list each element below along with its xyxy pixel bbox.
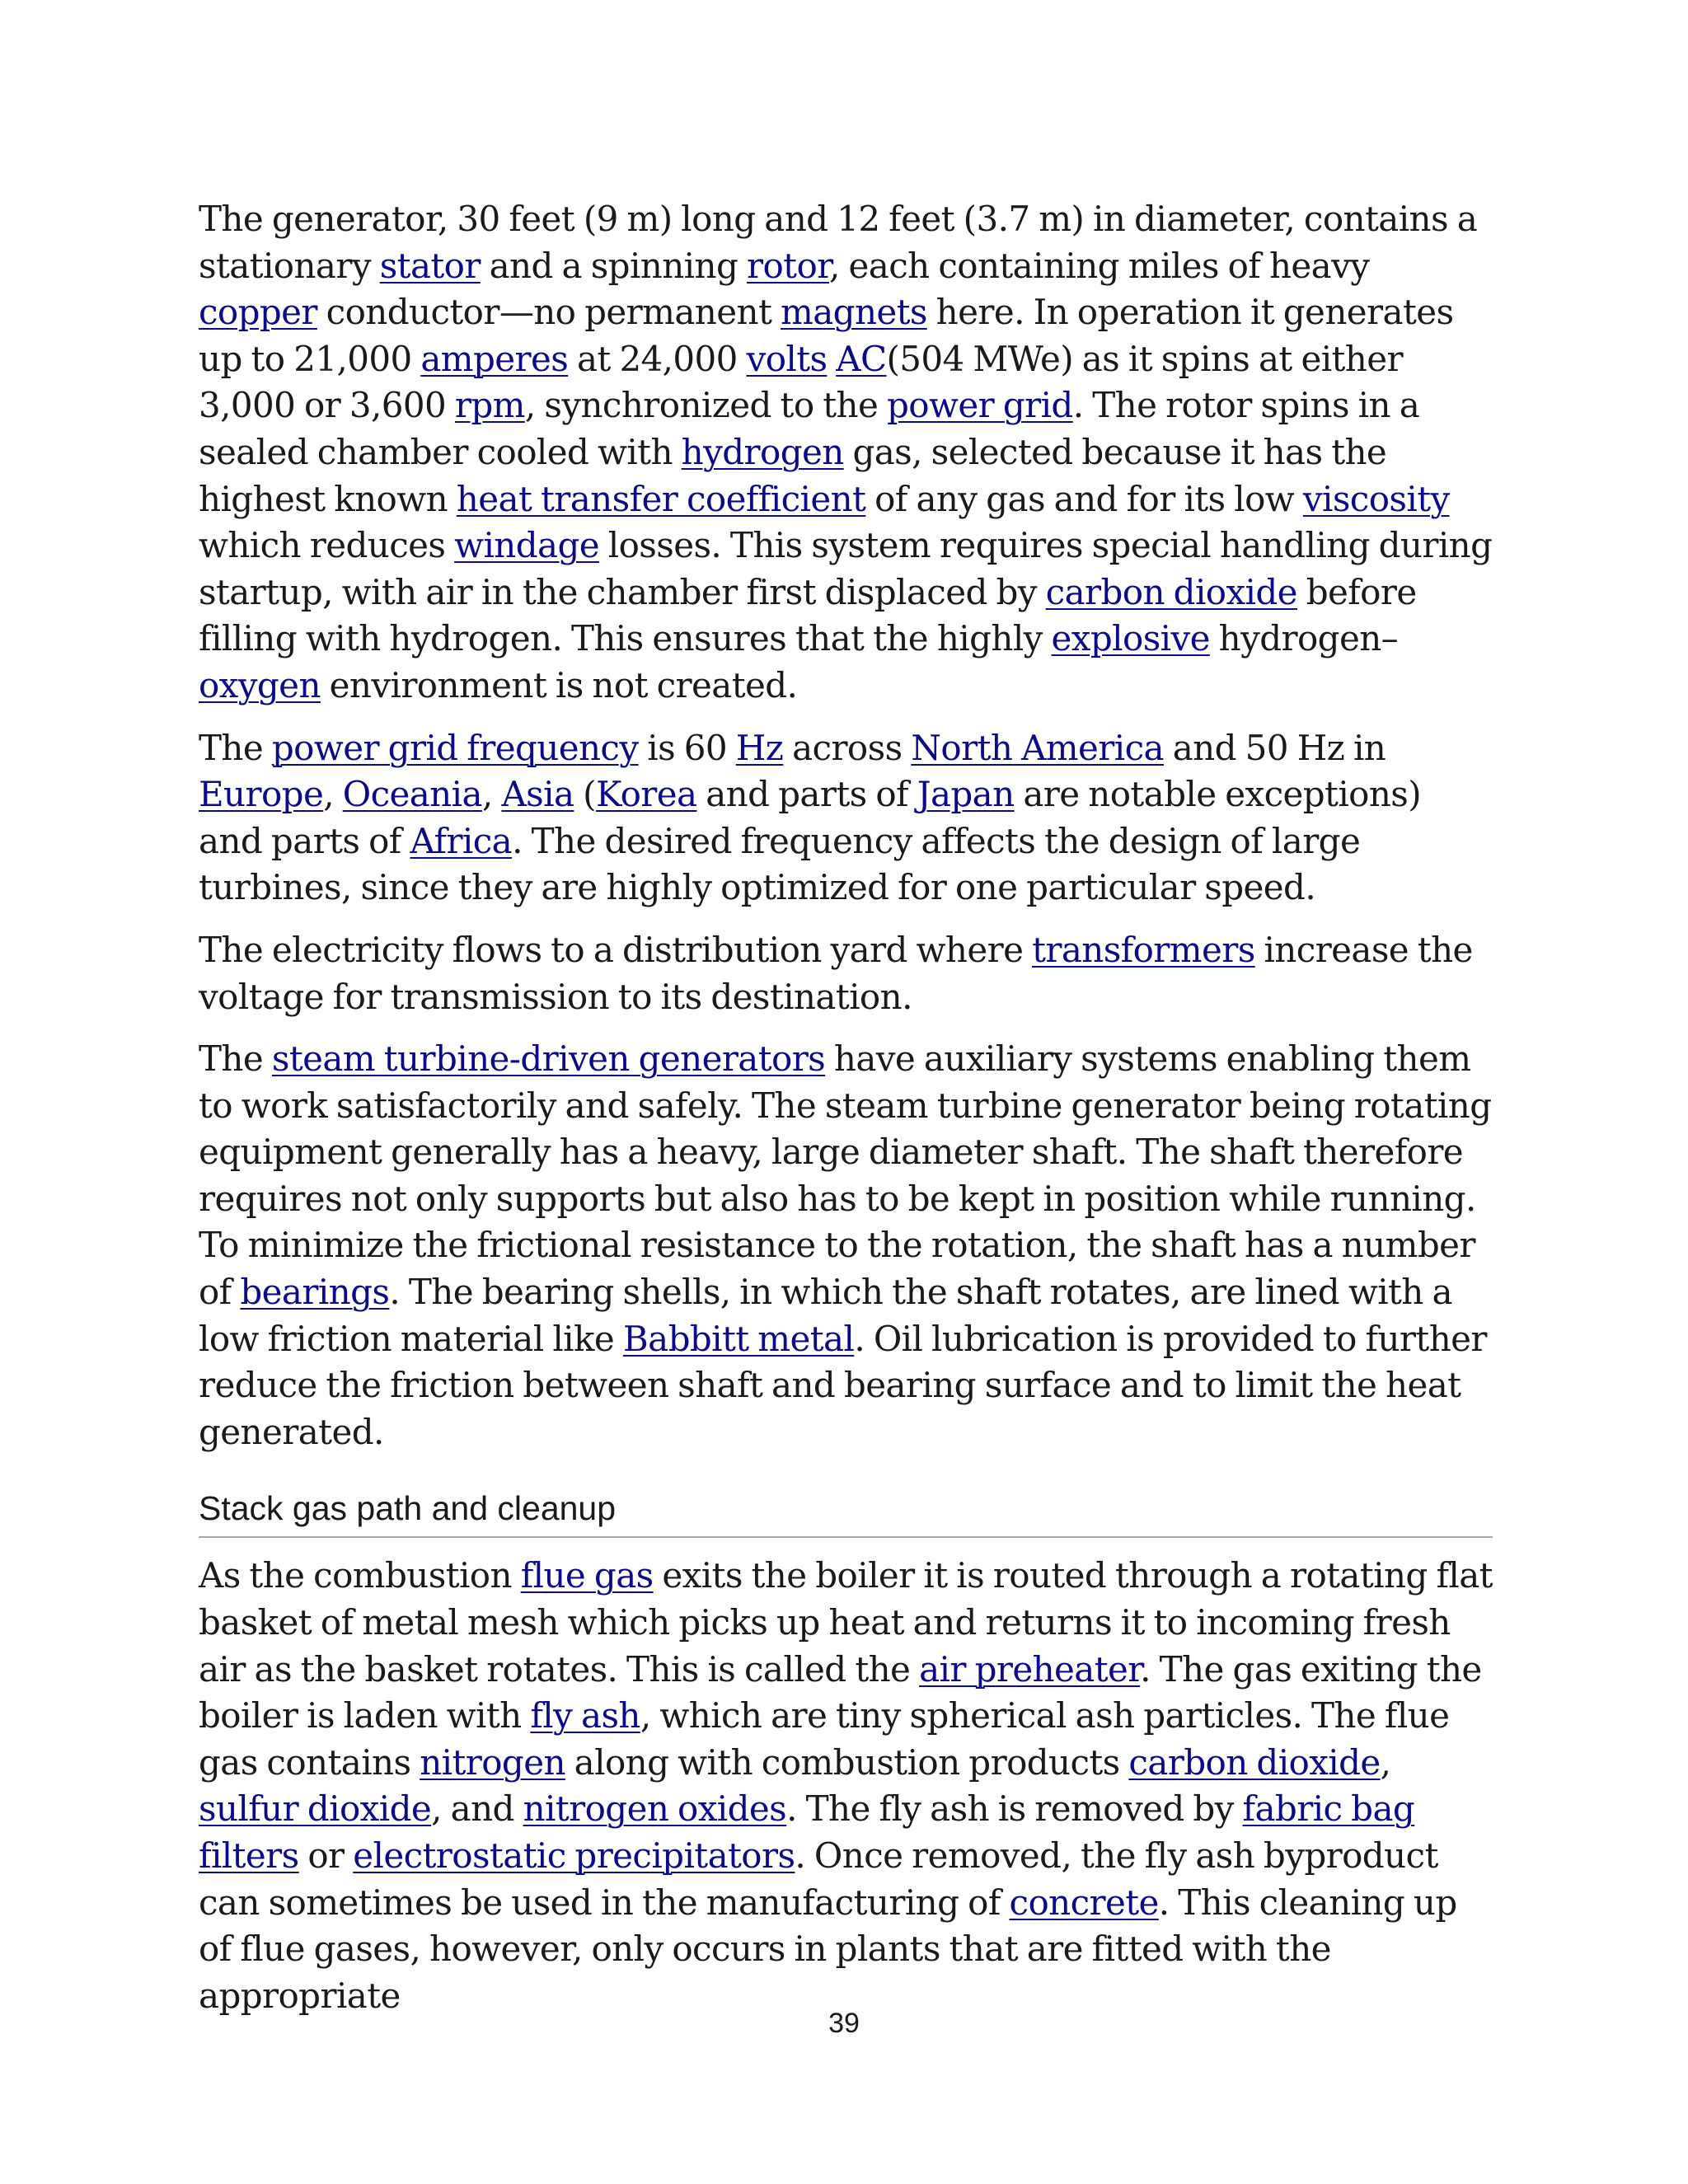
link-magnets[interactable]: magnets (781, 292, 927, 333)
text: at 24,000 (568, 338, 747, 379)
text: , which are tiny spherical ash particles. The flue gas contains (199, 1695, 1450, 1783)
text: hydrogen– (1209, 618, 1399, 659)
link-oxygen[interactable]: oxygen (199, 664, 321, 705)
link-europe[interactable]: Europe (199, 774, 324, 815)
text: exits the boiler it is routed through a rotating flat basket of metal mesh which picks up heat and returns it to incoming fresh air as the basket rotates. This is called the (199, 1555, 1493, 1690)
page-number: 39 (828, 2008, 860, 2039)
link-air-preheater[interactable]: air preheater (919, 1648, 1141, 1690)
text: are notable exceptions) and parts of (199, 774, 1422, 861)
link-fabric-bag-filters[interactable]: fabric bag filters (199, 1788, 1415, 1876)
link-explosive[interactable]: explosive (1051, 618, 1210, 659)
link-north-america[interactable]: North America (911, 727, 1164, 768)
paragraph-distribution (199, 927, 1493, 1020)
link-oceania[interactable]: Oceania (342, 774, 482, 815)
link-carbon-dioxide[interactable]: carbon dioxide (1128, 1741, 1381, 1783)
link-volts[interactable]: volts (746, 338, 828, 379)
text: . The gas exiting the boiler is laden with (199, 1648, 1482, 1736)
text: The (199, 727, 272, 768)
link-rpm[interactable]: rpm (454, 385, 525, 426)
text: The generator, 30 feet (9 m) long and 12 feet (3.7 m) in diameter, contains a stationary (199, 199, 1478, 286)
text: , and (431, 1788, 523, 1830)
link-hz[interactable]: Hz (735, 727, 784, 768)
text: , each containing miles of heavy (829, 245, 1370, 286)
link-steam-turbine-driven-generators[interactable]: steam turbine-driven generators (271, 1038, 826, 1080)
text: The (199, 1038, 272, 1080)
text: before filling with hydrogen. This ensures that the highly (199, 571, 1417, 659)
link-transformers[interactable]: transformers (1032, 929, 1255, 970)
link-japan[interactable]: Japan (917, 774, 1015, 815)
link-fly-ash[interactable]: fly ash (530, 1695, 640, 1736)
link-copper[interactable]: copper (199, 292, 317, 333)
link-korea[interactable]: Korea (595, 774, 697, 815)
link-electrostatic-precipitators[interactable]: electrostatic precipitators (353, 1835, 795, 1876)
text: (504 MWe) as it spins at either 3,000 or 3,600 (199, 338, 1403, 426)
link-ac[interactable]: AC (836, 338, 887, 379)
text: increase the voltage for transmission to its destination. (199, 929, 1473, 1017)
paragraph-stack-gas (199, 1553, 1493, 2019)
link-viscosity[interactable]: viscosity (1302, 478, 1450, 519)
text: . The fly ash is removed by (786, 1788, 1243, 1830)
link-concrete[interactable]: concrete (1009, 1882, 1159, 1923)
text: and a spinning (480, 245, 748, 286)
link-power-grid[interactable]: power grid (887, 385, 1073, 426)
text: The electricity flows to a distribution yard where (199, 929, 1033, 970)
text: . The bearing shells, in which the shaft rotates, are lined with a low friction material like (199, 1272, 1452, 1359)
link-carbon-dioxide[interactable]: carbon dioxide (1045, 571, 1297, 612)
text: . This cleaning up of flue gases, however, only occurs in plants that are fitted with the appropriate (199, 1882, 1457, 2016)
link-power-grid-frequency[interactable]: power grid frequency (271, 727, 639, 768)
text: As the combustion (199, 1555, 521, 1596)
text: and 50 Hz in (1163, 727, 1386, 768)
text: . Oil lubrication is provided to further reduce the friction between shaft and bearing surface and to limit the heat generated. (199, 1318, 1487, 1452)
text: is 60 (638, 727, 736, 768)
text: . Once removed, the fly ash byproduct can sometimes be used in the manufacturing of (199, 1835, 1438, 1923)
link-bearings[interactable]: bearings (240, 1272, 390, 1313)
text: here. In operation it generates up to 21,000 (199, 292, 1454, 379)
text: across (783, 727, 912, 768)
text: and parts of (696, 774, 917, 815)
text: , (323, 774, 343, 815)
text (827, 339, 836, 379)
text: ( (574, 774, 596, 815)
text: conductor—no permanent (316, 292, 781, 333)
text: . The rotor spins in a sealed chamber cooled with (199, 385, 1420, 472)
text: losses. This system requires special handling during startup, with air in the chamber first displaced by (199, 525, 1493, 612)
link-asia[interactable]: Asia (501, 774, 574, 815)
paragraph-grid-frequency (199, 725, 1493, 912)
text: . The desired frequency affects the design of large turbines, since they are highly optimized for one particular speed. (199, 820, 1361, 908)
link-windage[interactable]: windage (454, 525, 600, 566)
link-babbitt-metal[interactable]: Babbitt metal (622, 1318, 855, 1359)
text: which reduces (199, 525, 455, 566)
text: have auxiliary systems enabling them to work satisfactorily and safely. The steam turbine generator being rotating equipment generally has a heavy, large diameter shaft. The shaft therefore requires not only supports but also has to be kept in position while running. To minimize the frictional resistance to the rotation, the shaft has a number of (199, 1038, 1492, 1313)
text: along with combustion products (565, 1741, 1129, 1783)
text: or (298, 1835, 354, 1876)
link-stator[interactable]: stator (379, 245, 481, 286)
link-rotor[interactable]: rotor (747, 245, 830, 286)
link-amperes[interactable]: amperes (420, 338, 569, 379)
page-content (199, 196, 1493, 2019)
text: , (481, 774, 502, 815)
link-nitrogen-oxides[interactable]: nitrogen oxides (523, 1788, 787, 1830)
text: , synchronized to the (524, 385, 888, 426)
text: , (1380, 1741, 1391, 1783)
link-flue-gas[interactable]: flue gas (520, 1555, 654, 1596)
text: of any gas and for its low (865, 478, 1303, 519)
paragraph-auxiliary-systems (199, 1036, 1493, 1455)
link-heat-transfer-coefficient[interactable]: heat transfer coefficient (456, 478, 866, 519)
paragraph-generator (199, 196, 1493, 710)
text: environment is not created. (320, 664, 798, 705)
link-africa[interactable]: Africa (410, 820, 513, 861)
link-sulfur-dioxide[interactable]: sulfur dioxide (199, 1788, 432, 1830)
text: gas, selected because it has the highest known (199, 431, 1387, 519)
link-hydrogen[interactable]: hydrogen (681, 431, 844, 472)
link-nitrogen[interactable]: nitrogen (420, 1741, 565, 1783)
section-heading: Stack gas path and cleanup (199, 1485, 1493, 1538)
